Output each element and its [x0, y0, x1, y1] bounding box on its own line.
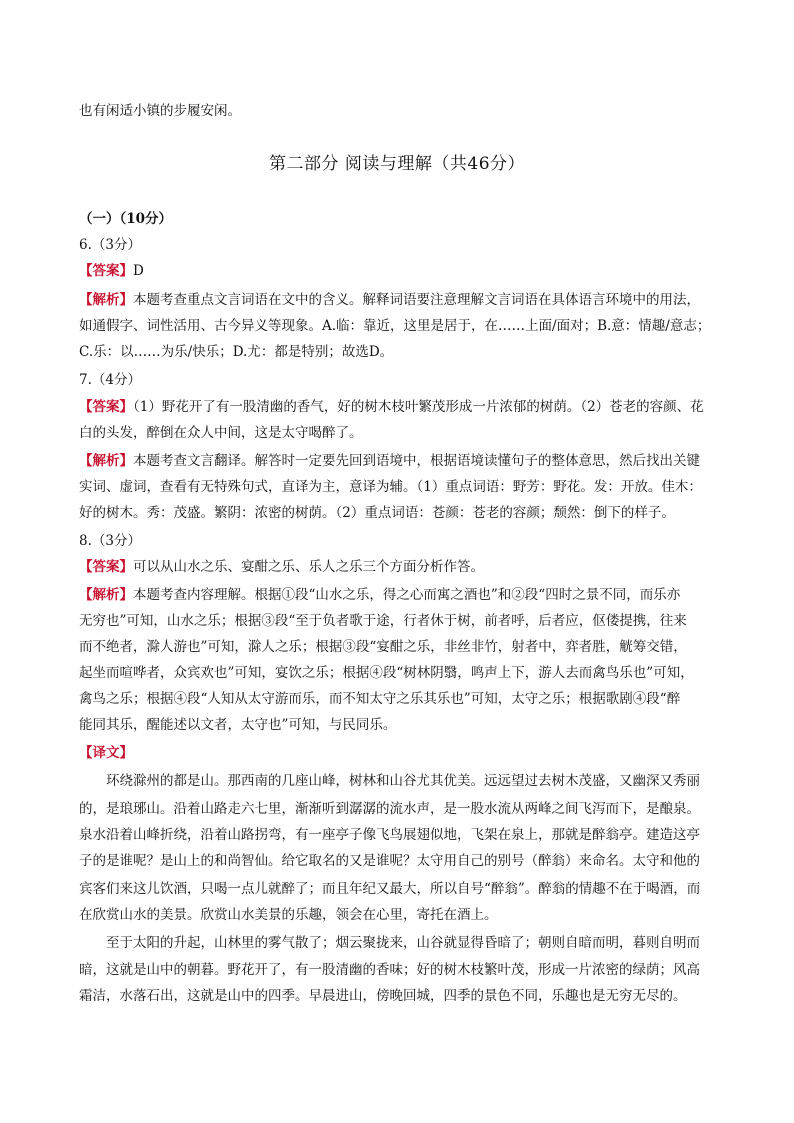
translation-line: 泉水沿着山峰折绕，沿着山路拐弯，有一座亭子像飞鸟展翅似地，飞架在泉上，那就是醉翁亭。建造这亭	[79, 827, 700, 843]
answer-tag: 【答案】	[79, 559, 133, 575]
answer-tag: 【答案】	[79, 263, 133, 279]
intro-tail: 也有闲适小镇的步履安闲。	[79, 103, 241, 119]
q7-answer-line: 【答案】（1）野花开了有一股清幽的香气，好的树木枝叶繁茂形成一片浓郁的树荫。（2）苍老的容颜、花	[79, 399, 704, 415]
q7-analysis-line: 【解析】本题考查文言翻译。解答时一定要先回到语境中，根据语境读懂句子的整体意思，然后找出关键	[79, 453, 700, 469]
answer-tag: 【答案】	[79, 399, 133, 415]
translation-line: 霜洁，水落石出，这就是山中的四季。早晨进山，傍晚回城，四季的景色不同，乐趣也是无穷无尽的。	[79, 988, 687, 1004]
part-title: 第二部分 阅读与理解（共46分）	[268, 154, 526, 174]
q8-number: 8.（3分）	[79, 533, 141, 549]
q8-analysis-line: 起坐而喧哗者，众宾欢也”可知，宴饮之乐；根据④段“树林阴翳，鸣声上下，游人去而禽鸟乐也”可知，	[79, 665, 694, 681]
section-heading: （一）（10分）	[79, 211, 173, 227]
q6-analysis-line: C.乐：以……为乐/快乐；D.尤：都是特别；故选D。	[79, 344, 394, 360]
analysis-tag: 【解析】	[79, 587, 133, 603]
translation-line: 暗，这就是山中的朝暮。野花开了，有一股清幽的香味；好的树木枝繁叶茂，形成一片浓密的绿荫；风高	[79, 962, 700, 978]
q7-analysis-line: 实词、虚词，查看有无特殊句式，直译为主，意译为辅。（1）重点词语：野芳：野花。发：开放。佳木：	[79, 479, 702, 495]
translation-line: 在欣赏山水的美景。欣赏山水美景的乐趣，领会在心里，寄托在酒上。	[79, 907, 498, 923]
q6-analysis-line: 如通假字、词性活用、古今异义等现象。A.临：靠近，这里是居于，在……上面/面对；B.意：情趣/意志；	[79, 318, 711, 334]
q6-answer	[79, 261, 719, 281]
analysis-tag: 【解析】	[79, 292, 133, 308]
translation-line: 环绕滁州的都是山。那西南的几座山峰，树林和山谷尤其优美。远远望过去树木茂盛，又幽深又秀丽	[106, 773, 700, 789]
translation-line: 的，是琅琊山。沿着山路走六七里，渐渐听到潺潺的流水声，是一股水流从两峰之间飞泻而下，是酿泉。	[79, 801, 700, 817]
q8-analysis-line: 而不绝者，滁人游也”可知，滁人之乐；根据③段“宴酣之乐，非丝非竹，射者中，弈者胜，觥筹交错，	[79, 639, 687, 655]
answer-text: D	[133, 263, 144, 279]
q6-analysis-line: 【解析】本题考查重点文言词语在文中的含义。解释词语要注意理解文言词语在具体语言环境中的用法，	[79, 292, 700, 308]
analysis-tag: 【解析】	[79, 453, 133, 469]
q7-answer-line: 白的头发，醉倒在众人中间，这是太守喝醉了。	[79, 425, 363, 441]
q8-analysis-line: 能同其乐，醒能述以文者，太守也”可知，与民同乐。	[79, 717, 397, 733]
q7-analysis-line: 好的树木。秀：茂盛。繁阴：浓密的树荫。（2）重点词语：苍颜：苍老的容颜；颓然：倒下的样子。	[79, 505, 675, 521]
q8-analysis-line: 【解析】本题考查内容理解。根据①段“山水之乐，得之心而寓之酒也”和②段“四时之景不同，而乐亦	[79, 587, 681, 603]
q8-answer: 【答案】可以从山水之乐、宴酣之乐、乐人之乐三个方面分析作答。	[79, 559, 484, 575]
translation-line: 至于太阳的升起，山林里的雾气散了；烟云聚拢来，山谷就显得昏暗了；朝则自暗而明，暮则自明而	[106, 935, 700, 951]
translation-line: 宾客们来这儿饮酒，只喝一点儿就醉了；而且年纪又最大，所以自号“醉翁”。醉翁的情趣不在于喝酒，而	[79, 881, 701, 897]
translation-tag: 【译文】	[79, 745, 133, 761]
translation-line: 子的是谁呢？是山上的和尚智仙。给它取名的又是谁呢？太守用自己的别号（醉翁）来命名。太守和他的	[79, 853, 700, 869]
q8-analysis-line: 无穷也”可知，山水之乐；根据③段“至于负者歌于途，行者休于树，前者呼，后者应，伛偻提携，往来	[79, 613, 687, 629]
q8-analysis-line: 禽鸟之乐；根据④段“人知从太守游而乐，而不知太守之乐其乐也”可知，太守之乐；根据歌剧④段“醉	[79, 691, 681, 707]
q7-number: 7.（4分）	[79, 372, 141, 388]
q6-number: 6.（3分）	[79, 237, 141, 253]
